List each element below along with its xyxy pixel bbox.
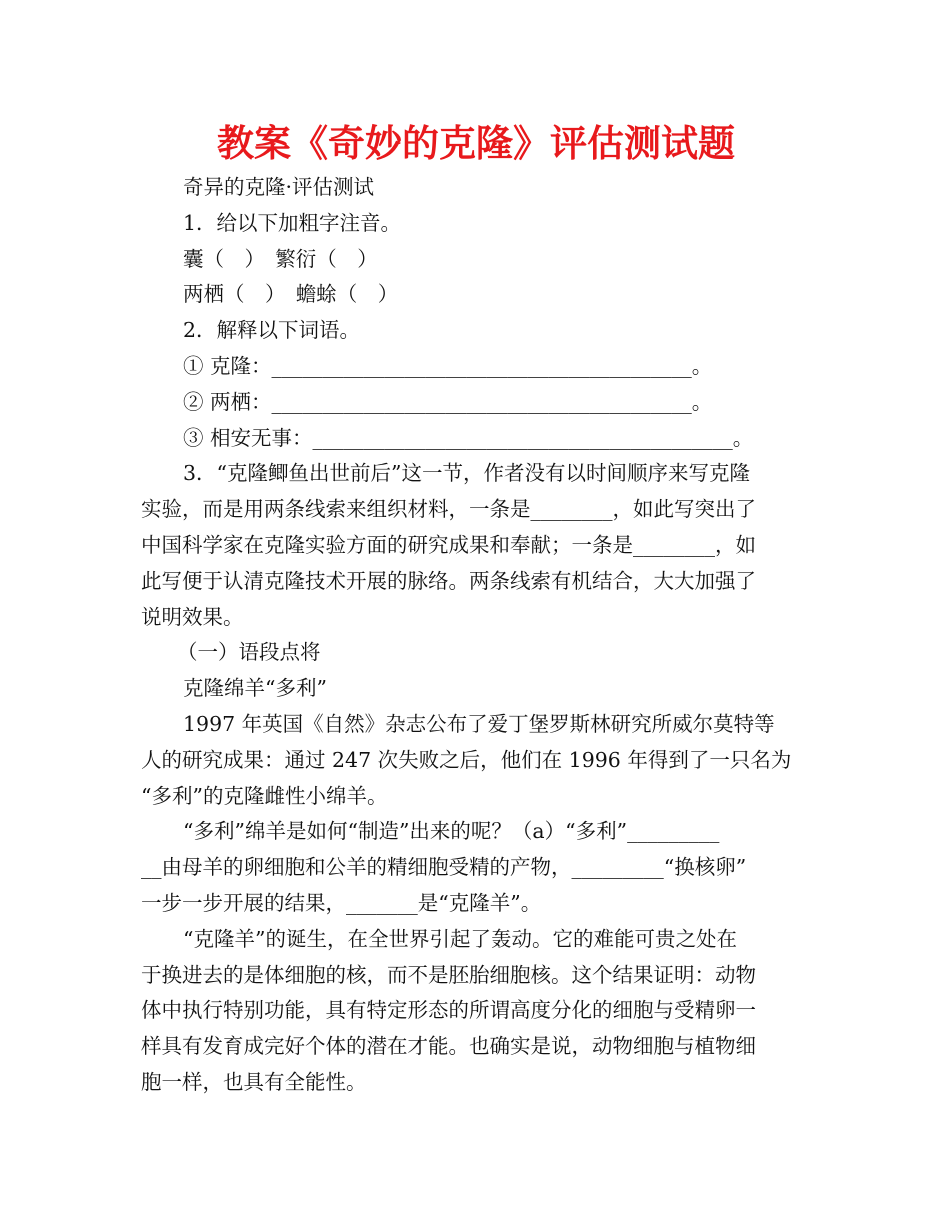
paragraph-line: 体中执行特别功能，具有特定形态的所谓高度分化的细胞与受精卵一	[141, 998, 756, 1023]
section-paragraph-3	[141, 922, 811, 1101]
paragraph-line: 胞一样，也具有全能性。	[141, 1069, 367, 1094]
paragraph-line: “克隆羊”的诞生，在全世界引起了轰动。它的难能可贵之处在	[183, 926, 737, 951]
paragraph-line: 样具有发育成完好个体的潜在才能。也确实是说，动物细胞与植物细	[141, 1034, 756, 1059]
paragraph-line: “多利”绵羊是如何“制造”出来的呢？（a）“多利”_________	[183, 819, 720, 844]
question-3-paragraph	[141, 456, 811, 635]
paragraph-line: 一步一步开展的结果，_______是“克隆羊”。	[141, 890, 542, 915]
paragraph-line: 实验，而是用两条线索来组织材料，一条是________，如此写突出了	[141, 497, 756, 522]
section-heading: （一）语段点将	[177, 640, 321, 665]
question-1-stem: 1．给以下加粗字注音。	[183, 210, 402, 235]
paragraph-line: 中国科学家在克隆实验方面的研究成果和奉献；一条是________，如	[141, 532, 756, 557]
paragraph-line: 3．“克隆鲫鱼出世前后”这一节，作者没有以时间顺序来写克隆	[183, 461, 751, 486]
section-subheading: 克隆绵羊“多利”	[183, 676, 327, 701]
question-2-stem: 2．解释以下词语。	[183, 318, 361, 343]
document-page	[141, 118, 811, 1101]
paragraph-line: 1997 年英国《自然》杂志公布了爱丁堡罗斯林研究所威尔莫特等	[183, 711, 775, 736]
document-title: 教案《奇妙的克隆》评估测试题	[217, 122, 735, 165]
paragraph-line: “多利”的克隆雌性小绵羊。	[141, 783, 388, 808]
question-1-row-2: 两栖（ ） 蟾蜍（ ）	[183, 282, 399, 307]
section-paragraph-2	[141, 814, 811, 921]
paragraph-line: 说明效果。	[141, 604, 244, 629]
paragraph-line: 此写便于认清克隆技术开展的脉络。两条线索有机结合，大大加强了	[141, 568, 756, 593]
question-2-item-2: ② 两栖：_________________________________________。	[183, 389, 713, 414]
question-2-item-3: ③ 相安无事：_________________________________________。	[183, 425, 754, 450]
question-1-row-1: 囊（ ） 繁衍（ ）	[183, 246, 378, 271]
paragraph-line: __由母羊的卵细胞和公羊的精细胞受精的产物，_________“换核卵”	[141, 855, 747, 880]
question-2-item-1: ① 克隆：_________________________________________。	[183, 353, 713, 378]
paragraph-line: 人的研究成果：通过 247 次失败之后，他们在 1996 年得到了一只名为	[141, 747, 792, 772]
section-paragraph-1	[141, 707, 811, 814]
paragraph-line: 于换进去的是体细胞的核，而不是胚胎细胞核。这个结果证明：动物	[141, 962, 756, 987]
document-subtitle: 奇异的克隆·评估测试	[183, 175, 375, 199]
